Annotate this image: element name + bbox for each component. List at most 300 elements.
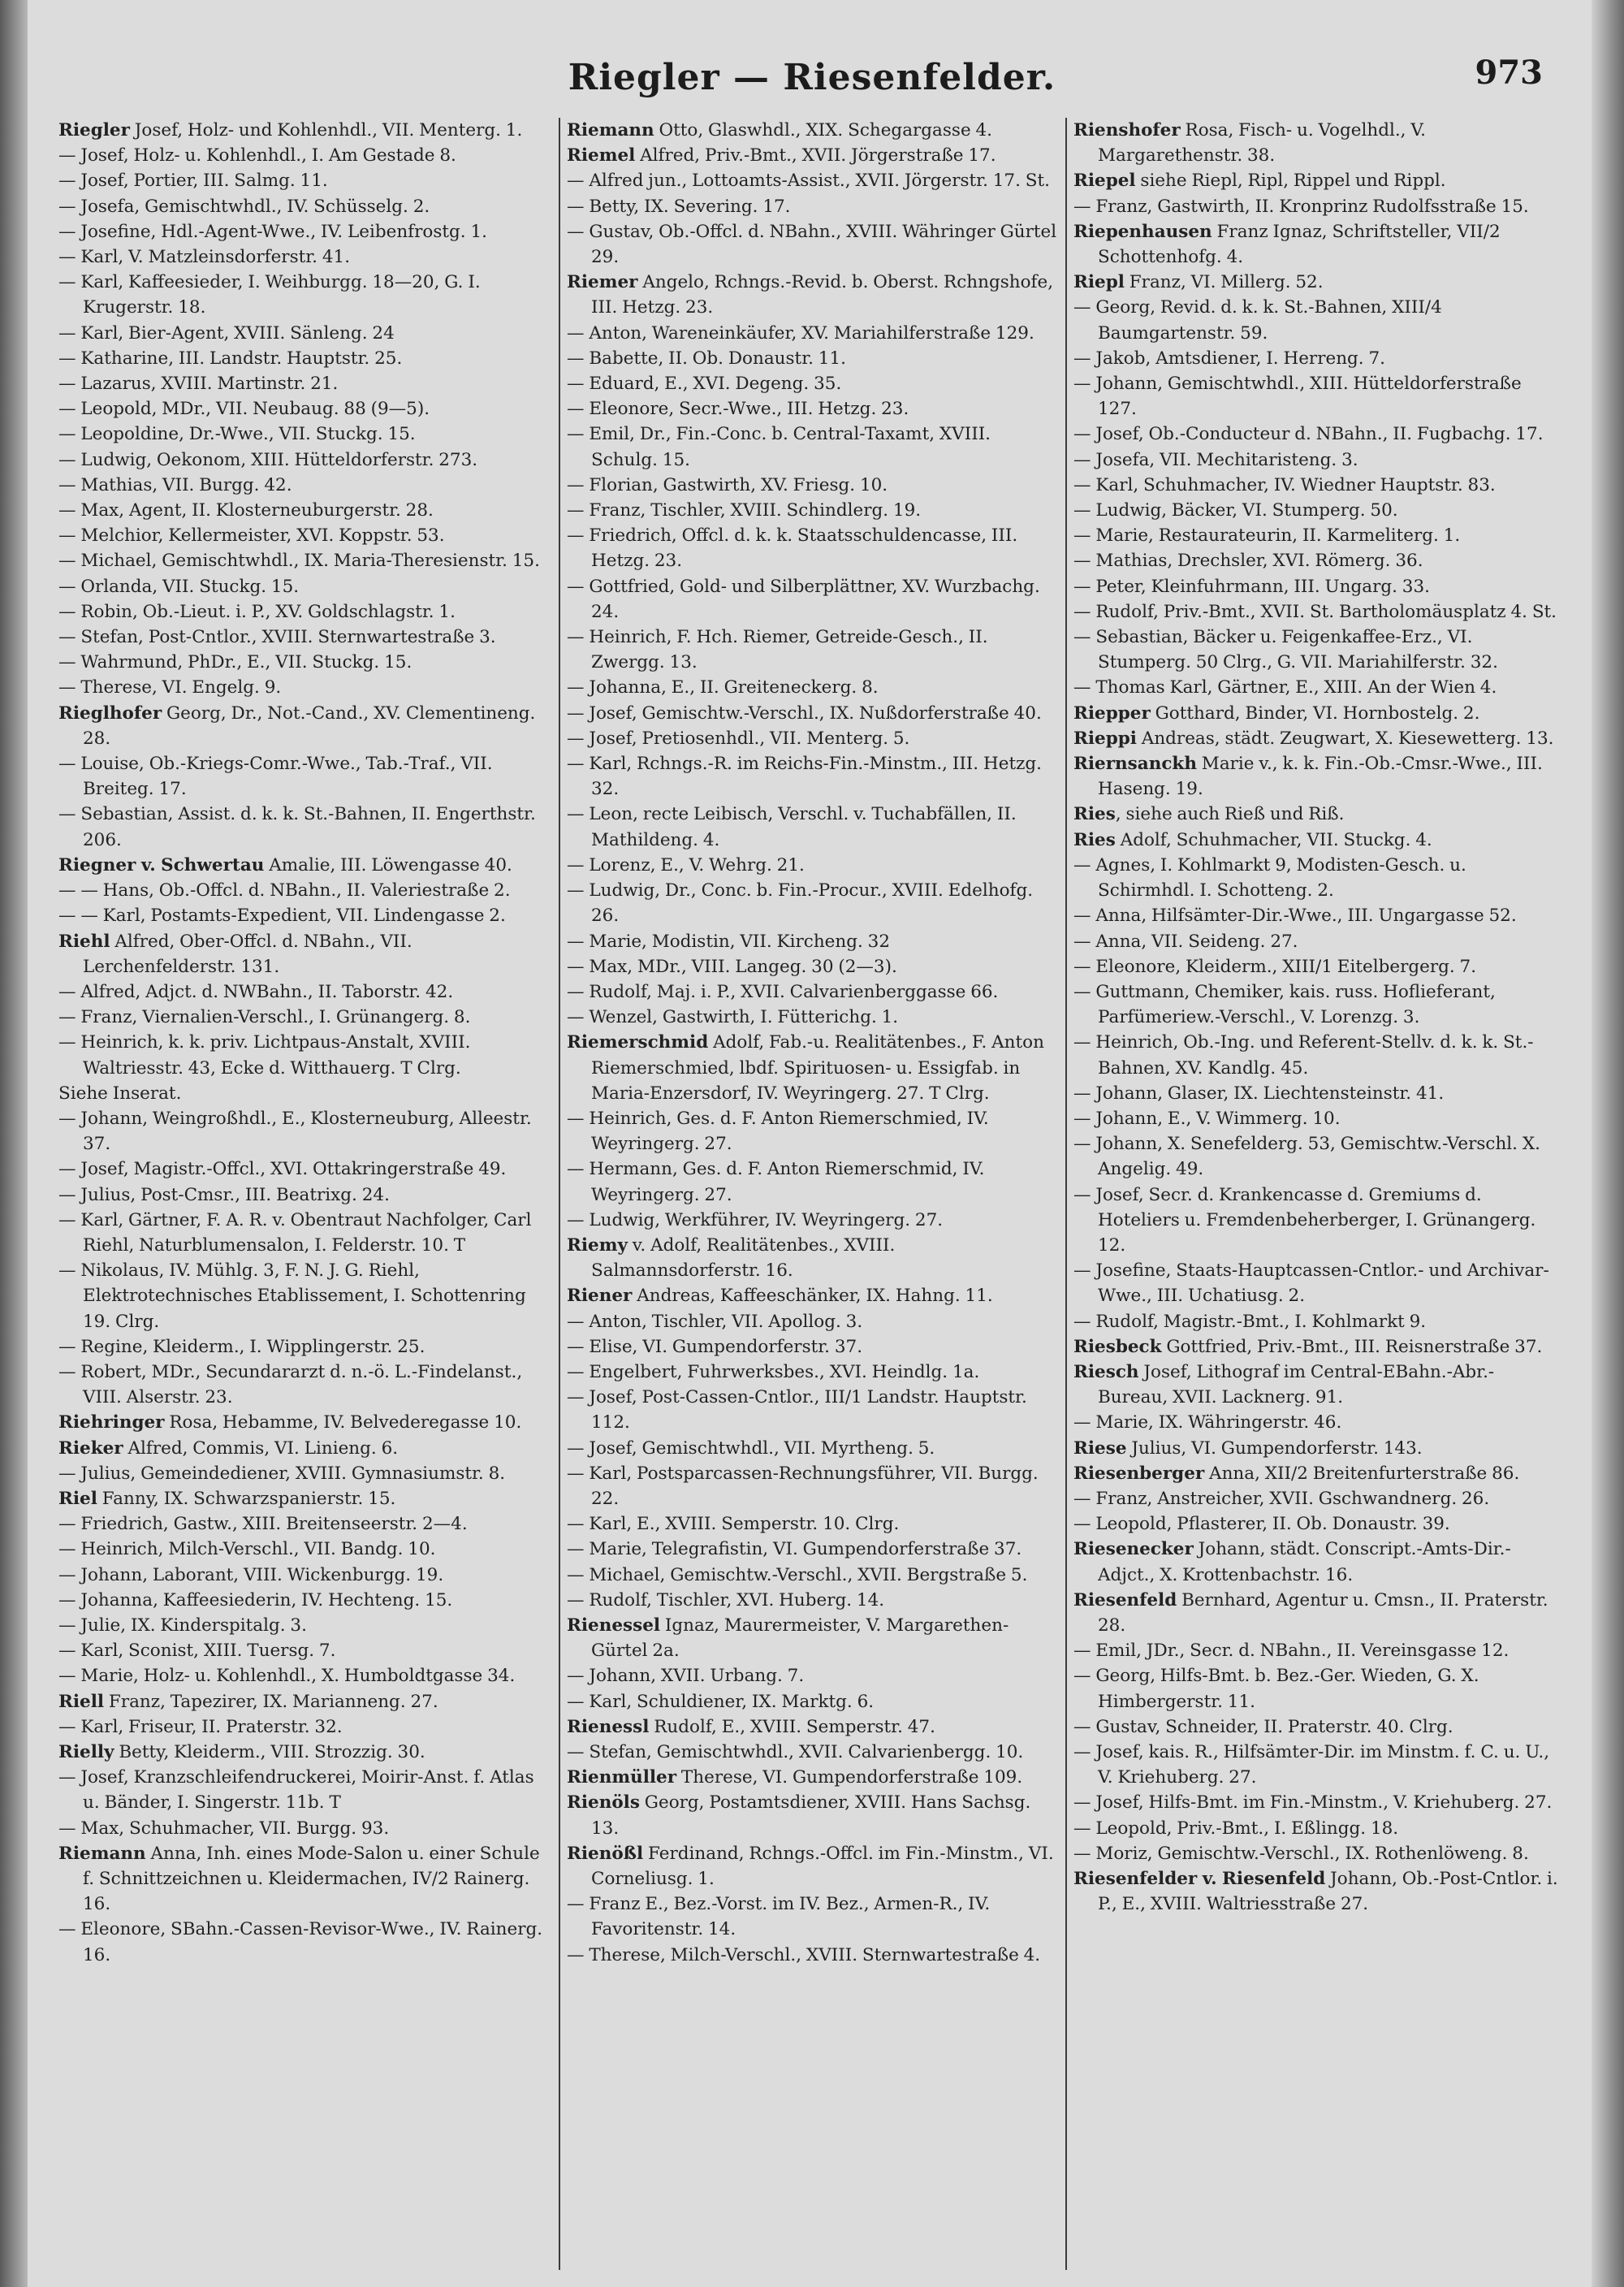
entry-text: — Karl, Schuhmacher, IV. Wiedner Hauptstr. 83. <box>1073 474 1496 495</box>
entry-text: — — Karl, Postamts-Expedient, VII. Lindengasse 2. <box>58 906 506 927</box>
entry-text: — Karl, V. Matzleinsdorferstr. 41. <box>58 247 351 268</box>
directory-entry <box>567 219 1057 270</box>
directory-entry <box>1073 1537 1564 1587</box>
directory-entry <box>1073 1816 1564 1841</box>
directory-entry <box>567 1765 1057 1790</box>
directory-entry <box>1073 701 1564 726</box>
entry-text: — Therese, Milch-Verschl., XVIII. Sternwartestraße 4. <box>567 1944 1041 1965</box>
entry-text: — Heinrich, F. Hch. Riemer, Getreide-Gesch., II. Zwergg. 13. <box>567 627 988 673</box>
directory-entry <box>1073 1360 1564 1410</box>
directory-entry <box>567 168 1057 193</box>
directory-entry <box>567 878 1057 928</box>
directory-entry <box>567 1790 1057 1840</box>
directory-entry <box>567 1309 1057 1334</box>
entry-surname: Riegler <box>58 120 130 141</box>
entry-surname: Riepper <box>1073 703 1151 724</box>
directory-entry <box>567 1385 1057 1435</box>
directory-entry <box>58 548 551 573</box>
entry-surname: Rielly <box>58 1742 114 1762</box>
entry-text: — Karl, E., XVIII. Semperstr. 10. Clrg. <box>567 1514 900 1535</box>
entry-surname: Riell <box>58 1691 105 1712</box>
entry-text: — Friedrich, Gastw., XIII. Breitenseerstr. 2—4. <box>58 1514 468 1535</box>
entry-text: — Max, Schuhmacher, VII. Burgg. 93. <box>58 1818 390 1839</box>
directory-entry <box>567 1689 1057 1714</box>
entry-text: — Louise, Ob.-Kriegs-Comr.-Wwe., Tab.-Traf., VII. Breiteg. 17. <box>58 754 493 800</box>
directory-entry <box>567 321 1057 346</box>
directory-entry <box>58 396 551 422</box>
directory-entry <box>1073 929 1564 954</box>
entry-text: — Julius, Post-Cmsr., III. Beatrixg. 24. <box>58 1184 390 1205</box>
directory-entry <box>567 523 1057 573</box>
entry-text: — Stefan, Post-Cntlor., XVIII. Sternwartestraße 3. <box>58 627 496 648</box>
entry-text: — Alfred jun., Lottoamts-Assist., XVII. Jörgerstr. 17. St. <box>567 171 1050 192</box>
directory-entry <box>58 1461 551 1486</box>
entry-text: — Leopold, Priv.-Bmt., I. Eßlingg. 18. <box>1073 1818 1399 1839</box>
entry-text: — Orlanda, VII. Stuckg. 15. <box>58 576 300 597</box>
entry-text: Adolf, Schuhmacher, VII. Stuckg. 4. <box>1115 829 1432 850</box>
entry-text: — Karl, Rchngs.-R. im Reichs-Fin.-Minstm., III. Hetzg. 32. <box>567 754 1043 800</box>
entry-surname: Riepl <box>1073 272 1125 293</box>
entry-text: — Johann, Laborant, VIII. Wickenburgg. 19. <box>58 1564 444 1585</box>
entry-text: — Leon, recte Leibisch, Verschl. v. Tuchabfällen, II. Mathildeng. 4. <box>567 804 1017 850</box>
directory-entry <box>1073 1410 1564 1435</box>
entry-text: — Rudolf, Maj. i. P., XVII. Calvarienberggasse 66. <box>567 981 999 1002</box>
entry-surname: Riegner v. Schwertau <box>58 854 265 875</box>
directory-entry <box>58 1714 551 1740</box>
directory-entry <box>58 321 551 346</box>
entry-text: v. Adolf, Realitätenbes., XVIII. Salmannsdorferstr. 16. <box>591 1234 896 1282</box>
directory-entry <box>567 1360 1057 1385</box>
entry-text: Alfred, Ober-Offcl. d. NBahn., VII. Lerchenfelderstr. 131. <box>83 931 412 977</box>
entry-surname: Rienshofer <box>1073 120 1181 141</box>
directory-entry <box>567 1563 1057 1588</box>
entry-surname: Riener <box>567 1286 633 1307</box>
entry-text: — Katharine, III. Landstr. Hauptstr. 25. <box>58 348 403 369</box>
directory-entry <box>58 1081 551 1106</box>
entry-text: — Heinrich, k. k. priv. Lichtpaus-Anstalt, XVIII. Waltriesstr. 43, Ecke d. Witthauerg. T Clrg. <box>58 1032 471 1079</box>
entry-text: — Rudolf, Magistr.-Bmt., I. Kohlmarkt 9. <box>1073 1311 1427 1332</box>
directory-entry <box>567 1283 1057 1308</box>
directory-entry <box>1073 371 1564 422</box>
entry-surname: Riemerschmid <box>567 1032 709 1053</box>
entry-text: — Elise, VI. Gumpendorferstr. 37. <box>567 1336 863 1357</box>
entry-text: Georg, Postamtsdiener, XVIII. Hans Sachsg. 13. <box>591 1792 1031 1839</box>
directory-entry <box>58 244 551 270</box>
entry-text: — Franz E., Bez.-Vorst. im IV. Bez., Armen-R., IV. Favoritenstr. 14. <box>567 1894 991 1940</box>
entry-text: — Eduard, E., XVI. Degeng. 35. <box>567 374 842 395</box>
directory-entry <box>1073 625 1564 675</box>
directory-entry <box>58 1588 551 1613</box>
directory-entry <box>1073 802 1564 827</box>
directory-entry <box>58 1486 551 1511</box>
directory-entry <box>1073 1638 1564 1663</box>
entry-text: — Franz, Gastwirth, II. Kronprinz Rudolfsstraße 15. <box>1073 196 1529 217</box>
directory-entry <box>58 1005 551 1030</box>
entry-text: — Anna, Hilfsämter-Dir.-Wwe., III. Ungargasse 52. <box>1073 906 1517 927</box>
directory-entry <box>1073 828 1564 853</box>
directory-entry <box>1073 270 1564 295</box>
directory-entry <box>567 1740 1057 1765</box>
entry-text: Angelo, Rchngs.-Revid. b. Oberst. Rchngshofe, III. Hetzg. 23. <box>591 272 1054 318</box>
directory-entry <box>567 473 1057 498</box>
directory-entry <box>58 1208 551 1258</box>
entry-text: — Josefa, Gemischtwhdl., IV. Schüsselg. 2. <box>58 196 430 217</box>
directory-entry <box>58 219 551 244</box>
entry-text: — Franz, Tischler, XVIII. Schindlerg. 19. <box>567 500 922 521</box>
directory-entry <box>1073 726 1564 751</box>
directory-entry <box>1073 1511 1564 1537</box>
directory-entry <box>58 1663 551 1688</box>
entry-surname: Rieker <box>58 1437 123 1459</box>
directory-entry <box>567 1588 1057 1613</box>
entry-text: Franz, Tapezirer, IX. Marianneng. 27. <box>104 1691 438 1712</box>
entry-text: — Anna, VII. Seideng. 27. <box>1073 931 1298 952</box>
directory-entry <box>58 1917 551 1967</box>
entry-surname: Riehringer <box>58 1412 165 1433</box>
entry-text: — Peter, Kleinfuhrmann, III. Ungarg. 33. <box>1073 576 1430 597</box>
entry-text: — Josef, Kranzschleifendruckerei, Moirir-Anst. f. Atlas u. Bänder, I. Singerstr. 11b. T <box>58 1767 534 1814</box>
entry-surname: Ries <box>1073 829 1116 850</box>
entry-text: — Rudolf, Tischler, XVI. Huberg. 14. <box>567 1589 885 1610</box>
directory-entry <box>58 1816 551 1841</box>
entry-surname: Riesenfeld <box>1073 1589 1177 1610</box>
directory-entry <box>567 422 1057 472</box>
directory-entry <box>58 675 551 700</box>
directory-entry <box>58 422 551 447</box>
directory-entry <box>58 473 551 498</box>
directory-entry <box>58 650 551 675</box>
entry-text: — Engelbert, Fuhrwerksbes., XVI. Heindlg. 1a. <box>567 1361 980 1382</box>
entry-text: — Regine, Kleiderm., I. Wipplingerstr. 25. <box>58 1336 425 1357</box>
columns-container <box>52 118 1572 2270</box>
entry-text: Anna, Inh. eines Mode-Salon u. einer Schule f. Schnittzeichnen u. Kleidermachen, IV/2 Rainerg. 16. <box>83 1843 540 1915</box>
directory-entry <box>58 143 551 168</box>
entry-text: — Gustav, Ob.-Offcl. d. NBahn., XVIII. Währinger Gürtel 29. <box>567 221 1057 268</box>
directory-entry <box>567 118 1057 143</box>
entry-text: — Agnes, I. Kohlmarkt 9, Modisten-Gesch. u. Schirmhdl. I. Schotteng. 2. <box>1073 854 1466 901</box>
page-header <box>49 49 1575 106</box>
entry-text: Alfred, Commis, VI. Linieng. 6. <box>123 1437 399 1459</box>
entry-text: — Babette, II. Ob. Donaustr. 11. <box>567 348 846 369</box>
directory-entry <box>567 1005 1057 1030</box>
directory-entry <box>567 1334 1057 1360</box>
entry-text: — Eleonore, Secr.-Wwe., III. Hetzg. 23. <box>567 399 909 420</box>
entry-text: — Ludwig, Werkführer, IV. Weyringerg. 27. <box>567 1209 944 1230</box>
entry-text: — Josef, Ob.-Conducteur d. NBahn., II. Fugbachg. 17. <box>1073 424 1544 445</box>
directory-entry <box>1073 422 1564 447</box>
directory-entry <box>567 371 1057 396</box>
entry-text: Johann, Ob.-Post-Cntlor. i. P., E., XVIII. Waltriesstraße 27. <box>1098 1869 1558 1915</box>
entry-text: — Thomas Karl, Gärtner, E., XIII. An der Wien 4. <box>1073 677 1497 698</box>
directory-entry <box>58 979 551 1005</box>
entry-text: — Marie, Modistin, VII. Kircheng. 32 <box>567 931 891 952</box>
directory-entry <box>567 396 1057 422</box>
entry-text: Andreas, städt. Zeugwart, X. Kiesewetterg. 13. <box>1136 728 1554 749</box>
directory-entry <box>58 625 551 650</box>
entry-text: Johann, städt. Conscript.-Amts-Dir.-Adjct., X. Krottenbachstr. 16. <box>1098 1539 1511 1585</box>
entry-text: — Emil, Dr., Fin.-Conc. b. Central-Taxamt, XVIII. Schulg. 15. <box>567 424 991 470</box>
entry-text: Andreas, Kaffeeschänker, IX. Hahng. 11. <box>632 1286 993 1307</box>
entry-surname: Rieglhofer <box>58 703 162 724</box>
directory-entry <box>567 625 1057 675</box>
entry-text: — Josef, Pretiosenhdl., VII. Menterg. 5. <box>567 728 910 749</box>
directory-entry <box>1073 1081 1564 1106</box>
directory-entry <box>1073 599 1564 625</box>
directory-entry <box>567 143 1057 168</box>
directory-entry <box>1073 751 1564 802</box>
entry-text: — Ludwig, Bäcker, VI. Stumperg. 50. <box>1073 500 1398 521</box>
directory-entry <box>58 1841 551 1917</box>
directory-entry <box>1073 574 1564 599</box>
directory-entry <box>567 1891 1057 1942</box>
entry-text: — Florian, Gastwirth, XV. Friesg. 10. <box>567 474 888 495</box>
entry-text: — Guttmann, Chemiker, kais. russ. Hoflieferant, Parfümeriew.-Verschl., V. Lorenzg. 3. <box>1073 981 1496 1028</box>
entry-text: — Josefine, Hdl.-Agent-Wwe., IV. Leibenfrostg. 1. <box>58 221 487 242</box>
entry-text: — Anton, Tischler, VII. Apollog. 3. <box>567 1311 863 1332</box>
entry-text: — Josef, Post-Cassen-Cntlor., III/1 Landstr. Hauptstr. 112. <box>567 1387 1027 1433</box>
directory-entry <box>58 1511 551 1537</box>
directory-entry <box>567 954 1057 979</box>
entry-text: Josef, Holz- und Kohlenhdl., VII. Menterg. 1. <box>129 120 523 141</box>
entry-text: Franz, VI. Millerg. 52. <box>1124 272 1324 293</box>
directory-entry <box>567 346 1057 371</box>
entry-text: — Wenzel, Gastwirth, I. Fütterichg. 1. <box>567 1007 899 1028</box>
directory-entry <box>567 1841 1057 1891</box>
directory-entry <box>1073 219 1564 270</box>
entry-text: Betty, Kleiderm., VIII. Strozzig. 30. <box>114 1742 425 1762</box>
entry-surname: Riemann <box>567 120 654 141</box>
entry-text: Rosa, Fisch- u. Vogelhdl., V. Margarethenstr. 38. <box>1098 120 1426 166</box>
directory-entry <box>567 1106 1057 1156</box>
directory-entry <box>1073 853 1564 903</box>
directory-entry <box>1073 1486 1564 1511</box>
page-title: Riegler — Riesenfelder. <box>568 57 1056 98</box>
entry-text: — Franz, Viernalien-Verschl., I. Grünangerg. 8. <box>58 1007 471 1028</box>
entry-text: — Eleonore, SBahn.-Cassen-Revisor-Wwe., IV. Rainerg. 16. <box>58 1919 543 1965</box>
directory-entry <box>567 675 1057 700</box>
entry-text: — Eleonore, Kleiderm., XIII/1 Eitelbergerg. 7. <box>1073 956 1477 977</box>
entry-text: — Johanna, Kaffeesiederin, IV. Hechteng. 15. <box>58 1589 453 1610</box>
entry-text: Bernhard, Agentur u. Cmsn., II. Praterstr. 28. <box>1098 1589 1548 1636</box>
directory-entry <box>567 726 1057 751</box>
entry-text: — Karl, Bier-Agent, XVIII. Sänleng. 24 <box>58 322 395 344</box>
entry-text: Therese, VI. Gumpendorferstraße 109. <box>676 1767 1023 1788</box>
directory-entry <box>567 1511 1057 1537</box>
directory-entry <box>58 523 551 548</box>
directory-entry <box>58 1740 551 1765</box>
entry-surname: Rieppi <box>1073 728 1137 749</box>
entry-text: Siehe Inserat. <box>58 1083 182 1104</box>
directory-entry <box>1073 1182 1564 1259</box>
directory-entry <box>567 1943 1057 1968</box>
entry-text: Ferdinand, Rchngs.-Offcl. im Fin.-Minstm., VI. Corneliusg. 1. <box>591 1843 1054 1890</box>
entry-text: siehe Riepl, Ripl, Rippel und Rippl. <box>1135 171 1446 192</box>
entry-text: — Marie, Telegrafistin, VI. Gumpendorferstraße 37. <box>567 1539 1022 1560</box>
directory-entry <box>567 1461 1057 1511</box>
directory-entry <box>58 574 551 599</box>
directory-entry <box>1073 1740 1564 1790</box>
entry-surname: Riesbeck <box>1073 1336 1162 1357</box>
directory-entry <box>58 929 551 979</box>
entry-text: — Marie, Restaurateurin, II. Karmeliterg. 1. <box>1073 525 1461 547</box>
entry-text: — Johann, Gemischtwhdl., XIII. Hütteldorferstraße 127. <box>1073 374 1522 420</box>
entry-surname: Riese <box>1073 1437 1127 1459</box>
entry-surname: Riesch <box>1073 1361 1139 1382</box>
directory-entry <box>1073 295 1564 345</box>
entry-text: — Gottfried, Gold- und Silberplättner, XV. Wurzbachg. 24. <box>567 576 1040 622</box>
entry-text: Josef, Lithograf im Central-EBahn.-Abr.-Bureau, XVII. Lacknerg. 91. <box>1098 1361 1495 1408</box>
entry-text: — Mathias, VII. Burgg. 42. <box>58 474 292 495</box>
entry-text: — Stefan, Gemischtwhdl., XVII. Calvarienbergg. 10. <box>567 1742 1024 1762</box>
directory-entry <box>1073 1131 1564 1182</box>
entry-surname: Riesenecker <box>1073 1539 1194 1560</box>
entry-text: , siehe auch Rieß und Riß. <box>1115 804 1345 825</box>
directory-entry <box>58 168 551 193</box>
directory-entry <box>1073 168 1564 193</box>
entry-text: — Heinrich, Ob.-Ing. und Referent-Stellv. d. k. k. St.-Bahnen, XV. Kandlg. 45. <box>1073 1032 1534 1079</box>
entry-text: — Johann, E., V. Wimmerg. 10. <box>1073 1108 1341 1129</box>
entry-text: — Karl, Friseur, II. Praterstr. 32. <box>58 1716 343 1737</box>
directory-entry <box>58 1030 551 1080</box>
directory-entry <box>58 1360 551 1410</box>
entry-text: — Johann, Weingroßhdl., E., Klosterneuburg, Alleestr. 37. <box>58 1108 532 1155</box>
directory-entry <box>58 1156 551 1182</box>
entry-text: — Moriz, Gemischtw.-Verschl., IX. Rothenlöweng. 8. <box>1073 1843 1529 1864</box>
entry-text: — Josef, Gemischtwhdl., VII. Myrtheng. 5. <box>567 1437 935 1459</box>
directory-entry <box>58 118 551 143</box>
directory-entry <box>58 194 551 219</box>
directory-entry <box>1073 1309 1564 1334</box>
entry-text: — Hermann, Ges. d. F. Anton Riemerschmid, IV. Weyringerg. 27. <box>567 1159 985 1205</box>
entry-text: — Therese, VI. Engelg. 9. <box>58 677 282 698</box>
directory-entry <box>567 1436 1057 1461</box>
entry-text: — — Hans, Ob.-Offcl. d. NBahn., II. Valeriestraße 2. <box>58 880 511 901</box>
entry-text: — Sebastian, Assist. d. k. k. St.-Bahnen, II. Engerthstr. 206. <box>58 804 536 850</box>
directory-entry <box>58 1258 551 1334</box>
directory-entry <box>58 447 551 473</box>
directory-entry <box>58 371 551 396</box>
directory-entry <box>567 929 1057 954</box>
directory-entry <box>58 701 551 751</box>
entry-text: Amalie, III. Löwengasse 40. <box>264 854 512 875</box>
directory-entry <box>567 802 1057 852</box>
entry-text: — Robert, MDr., Secundararzt d. n.-ö. L.-Findelanst., VIII. Alserstr. 23. <box>58 1361 523 1408</box>
entry-text: — Josef, Magistr.-Offcl., XVI. Ottakringerstraße 49. <box>58 1159 507 1180</box>
entry-surname: Ries <box>1073 804 1116 825</box>
column-left <box>52 118 559 2270</box>
entry-text: Gotthard, Binder, VI. Hornbostelg. 2. <box>1150 703 1480 724</box>
directory-entry <box>58 853 551 878</box>
directory-entry <box>1073 954 1564 979</box>
entry-text: — Ludwig, Dr., Conc. b. Fin.-Procur., XVIII. Edelhofg. 26. <box>567 880 1034 927</box>
directory-entry <box>1073 1714 1564 1740</box>
entry-text: — Josefine, Staats-Hauptcassen-Cntlor.- und Archivar-Wwe., III. Uchatiusg. 2. <box>1073 1260 1549 1307</box>
directory-entry <box>567 1208 1057 1233</box>
entry-surname: Riel <box>58 1488 97 1509</box>
entry-text: Marie v., k. k. Fin.-Ob.-Cmsr.-Wwe., III. Haseng. 19. <box>1098 754 1543 800</box>
entry-text: Otto, Glaswhdl., XIX. Schegargasse 4. <box>654 120 993 141</box>
directory-entry <box>1073 346 1564 371</box>
entry-text: — Emil, JDr., Secr. d. NBahn., II. Vereinsgasse 12. <box>1073 1641 1510 1662</box>
entry-text: — Leopold, MDr., VII. Neubaug. 88 (9—5). <box>58 399 430 420</box>
entry-text: — Lazarus, XVIII. Martinstr. 21. <box>58 374 339 395</box>
entry-surname: Riehl <box>58 931 110 952</box>
directory-entry <box>58 751 551 802</box>
entry-text: — Karl, Sconist, XIII. Tuersg. 7. <box>58 1641 336 1662</box>
entry-text: Franz Ignaz, Schriftsteller, VII/2 Schottenhofg. 4. <box>1098 221 1501 268</box>
entry-text: — Wahrmund, PhDr., E., VII. Stuckg. 15. <box>58 652 412 673</box>
directory-entry <box>1073 1258 1564 1308</box>
directory-entry <box>58 1765 551 1815</box>
directory-entry <box>58 270 551 320</box>
directory-entry <box>567 751 1057 802</box>
entry-text: — Rudolf, Priv.-Bmt., XVII. St. Bartholomäusplatz 4. St. <box>1073 601 1557 622</box>
entry-text: — Josef, Hilfs-Bmt. im Fin.-Minstm., V. Kriehuberg. 27. <box>1073 1792 1553 1814</box>
directory-entry <box>567 979 1057 1005</box>
entry-text: — Josef, kais. R., Hilfsämter-Dir. im Minstm. f. C. u. U., V. Kriehuberg. 27. <box>1073 1742 1550 1788</box>
directory-entry <box>567 1233 1057 1283</box>
entry-text: — Sebastian, Bäcker u. Feigenkaffee-Erz., VI. Stumperg. 50 Clrg., G. VII. Mariahilferstr. 32. <box>1073 627 1498 673</box>
directory-entry <box>1073 1334 1564 1360</box>
directory-entry <box>58 1689 551 1714</box>
entry-text: — Josef, Secr. d. Krankencasse d. Gremiums d. Hoteliers u. Fremdenbeherberger, I. Grünangerg. 12. <box>1073 1184 1536 1256</box>
entry-surname: Riemann <box>58 1843 146 1864</box>
entry-text: — Heinrich, Ges. d. F. Anton Riemerschmied, IV. Weyringerg. 27. <box>567 1108 989 1155</box>
directory-entry <box>58 1563 551 1588</box>
entry-text: Georg, Dr., Not.-Cand., XV. Clementineng. 28. <box>83 703 536 749</box>
directory-entry <box>58 802 551 852</box>
entry-text: — Max, MDr., VIII. Langeg. 30 (2—3). <box>567 956 897 977</box>
entry-text: — Julie, IX. Kinderspitalg. 3. <box>58 1615 307 1636</box>
directory-entry <box>567 574 1057 625</box>
directory-entry <box>567 1156 1057 1207</box>
entry-surname: Riemer <box>567 272 638 293</box>
entry-text: Alfred, Priv.-Bmt., XVII. Jörgerstraße 17. <box>635 145 996 166</box>
entry-surname: Riemel <box>567 145 636 166</box>
entry-surname: Rienessl <box>567 1716 650 1737</box>
entry-surname: Riesenberger <box>1073 1463 1205 1484</box>
entry-text: — Karl, Schuldiener, IX. Marktg. 6. <box>567 1691 875 1712</box>
directory-entry <box>58 1182 551 1208</box>
entry-text: — Heinrich, Milch-Verschl., VII. Bandg. 10. <box>58 1539 436 1560</box>
directory-entry <box>1073 903 1564 928</box>
entry-text: — Josef, Portier, III. Salmg. 11. <box>58 171 328 192</box>
directory-entry <box>1073 1030 1564 1080</box>
entry-text: Julius, VI. Gumpendorferstr. 143. <box>1126 1437 1423 1459</box>
entry-text: — Jakob, Amtsdiener, I. Herreng. 7. <box>1073 348 1385 369</box>
column-middle <box>559 118 1065 2270</box>
entry-surname: Rienößl <box>567 1843 644 1864</box>
directory-entry <box>58 599 551 625</box>
directory-entry <box>567 701 1057 726</box>
directory-entry <box>567 1714 1057 1740</box>
entry-text: — Betty, IX. Severing. 17. <box>567 196 791 217</box>
entry-text: — Franz, Anstreicher, XVII. Gschwandnerg. 26. <box>1073 1488 1490 1509</box>
entry-text: — Robin, Ob.-Lieut. i. P., XV. Goldschlagstr. 1. <box>58 601 456 622</box>
entry-text: — Marie, Holz- u. Kohlenhdl., X. Humboldtgasse 34. <box>58 1666 516 1687</box>
directory-entry <box>1073 194 1564 219</box>
entry-surname: Riernsanckh <box>1073 754 1197 775</box>
entry-surname: Riepenhausen <box>1073 221 1212 242</box>
entry-text: — Karl, Gärtner, F. A. R. v. Obentraut Nachfolger, Carl Riehl, Naturblumensalon, I. Felderstr. 10. T <box>58 1209 532 1256</box>
entry-text: — Ludwig, Oekonom, XIII. Hütteldorferstr. 273. <box>58 449 478 470</box>
entry-text: Rosa, Hebamme, IV. Belvederegasse 10. <box>164 1412 522 1433</box>
entry-text: — Lorenz, E., V. Wehrg. 21. <box>567 854 805 875</box>
entry-text: — Johann, Glaser, IX. Liechtensteinstr. 41. <box>1073 1083 1445 1104</box>
entry-text: — Alfred, Adjct. d. NWBahn., II. Taborstr. 42. <box>58 981 454 1002</box>
entry-text: — Mathias, Drechsler, XVI. Römerg. 36. <box>1073 551 1423 572</box>
directory-entry <box>58 1106 551 1156</box>
